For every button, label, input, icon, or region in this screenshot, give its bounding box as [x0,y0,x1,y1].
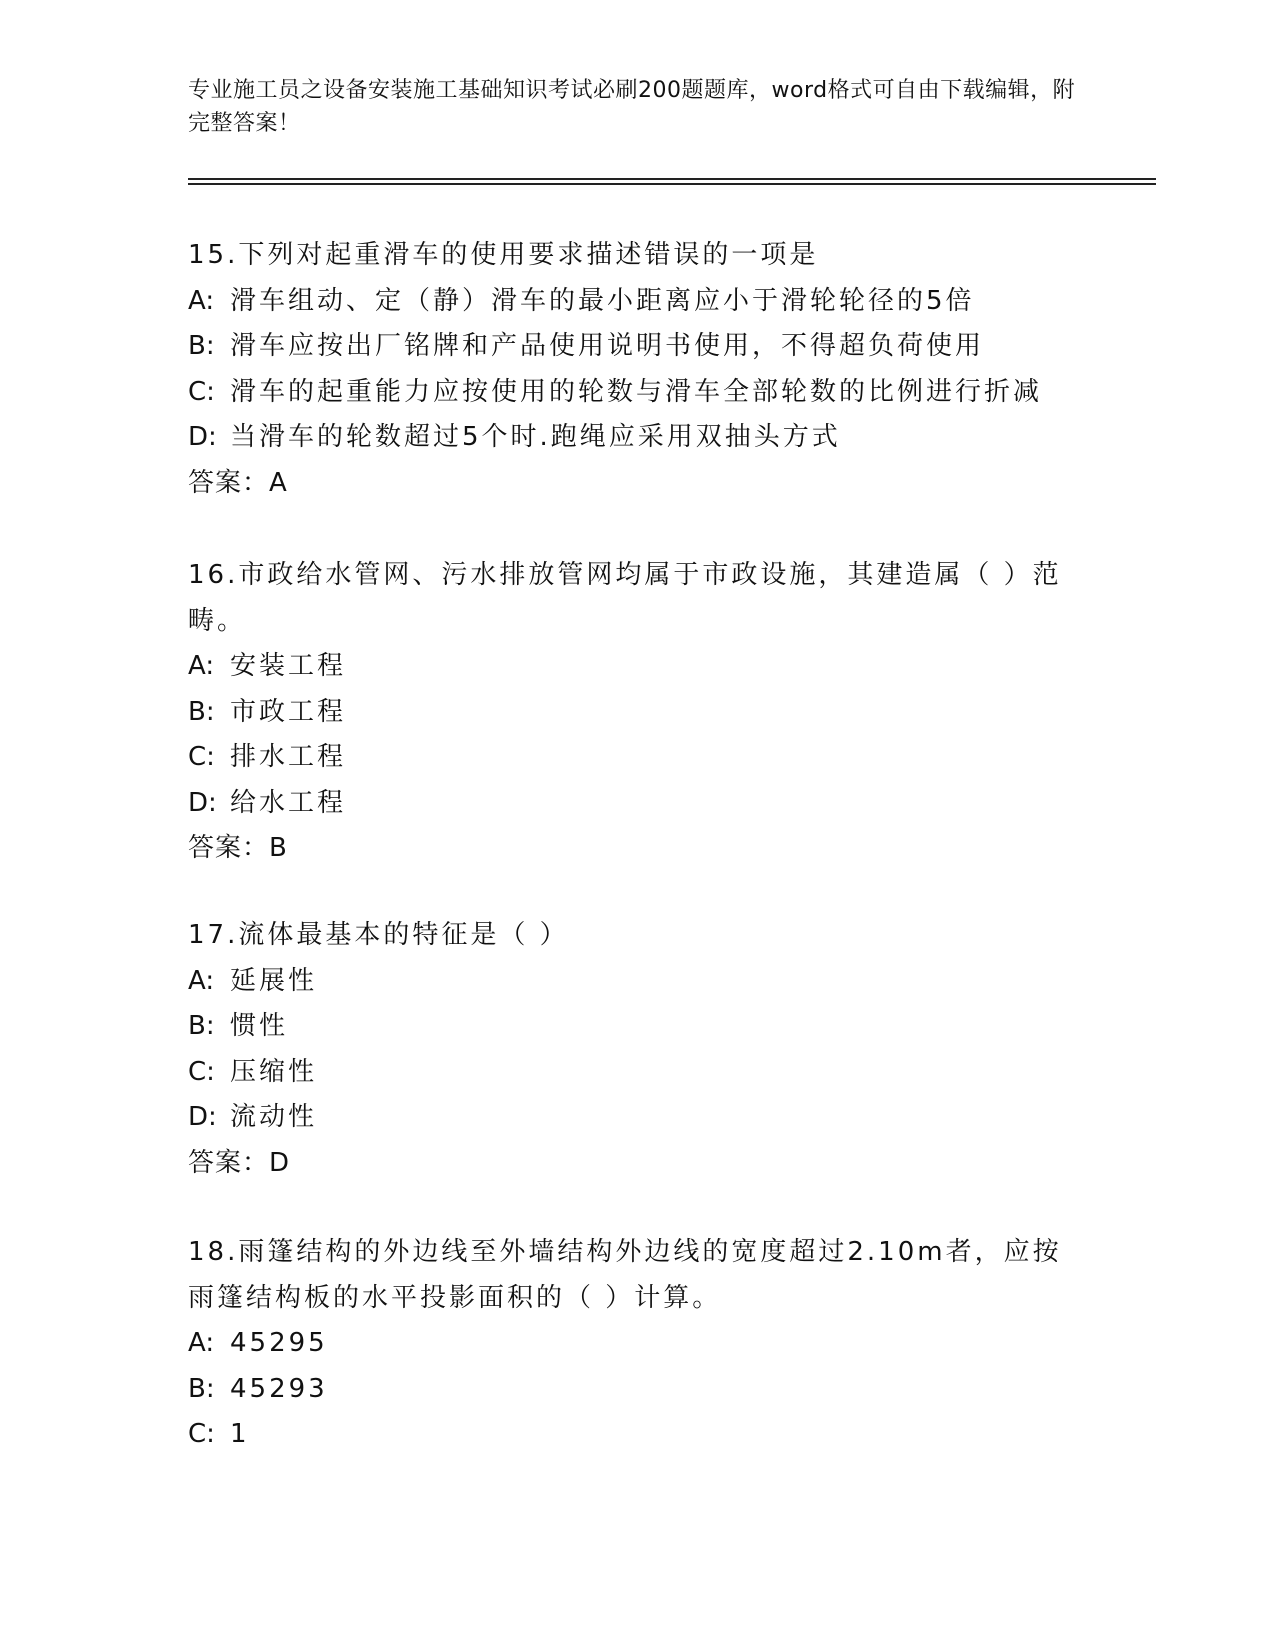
option-key: B: [188,696,215,727]
option-key: D: [188,787,217,818]
option-key: B: [188,1011,215,1041]
option-key: B: [188,331,215,361]
question-stem: 17.流体最基本的特征是（ ） [188,920,569,950]
option-text: 延展性 [230,965,318,996]
option-text: 惯性 [230,1011,289,1041]
option-text: 市政工程 [230,696,347,727]
option-d [188,1095,1088,1141]
header-divider-top [188,178,1156,180]
option-text: 滑车组动、定（静）滑车的最小距离应小于滑轮轮径的5倍 [230,285,975,316]
option-b [188,1367,1088,1413]
option-text: 排水工程 [230,742,347,772]
option-key: D: [188,1102,217,1132]
option-key: C: [188,1419,215,1449]
document-header: 专业施工员之设备安装施工基础知识考试必刷200题题库，word格式可自由下载编辑，附完整答案！ [188,78,1076,136]
question-17 [188,913,1088,1186]
option-c [188,735,1088,781]
answer-line: 答案：A [188,467,288,498]
option-a [188,644,1088,690]
option-key: A: [188,285,215,316]
option-text: 滑车应按出厂铭牌和产品使用说明书使用，不得超负荷使用 [230,331,985,361]
option-text: 流动性 [230,1102,318,1132]
option-a [188,279,1088,325]
question-15 [188,233,1088,506]
option-text: 1 [230,1419,250,1449]
option-c [188,1050,1088,1096]
option-b [188,1004,1088,1050]
option-key: C: [188,742,215,772]
answer-line: 答案：B [188,833,288,863]
option-d [188,781,1088,827]
option-c [188,1412,1088,1458]
option-text: 压缩性 [230,1056,318,1087]
option-key: D: [188,422,217,452]
option-c [188,370,1088,416]
option-text: 安装工程 [230,651,347,681]
question-18 [188,1230,1088,1458]
option-text: 45293 [230,1373,328,1404]
option-key: A: [188,651,215,681]
option-key: C: [188,376,215,407]
option-text: 45295 [230,1328,328,1358]
option-text: 给水工程 [230,787,347,818]
option-a [188,1321,1088,1367]
question-stem: 15.下列对起重滑车的使用要求描述错误的一项是 [188,240,819,270]
question-stem: 16.市政给水管网、污水排放管网均属于市政设施，其建造属（ ）范畴。 [188,560,1062,636]
option-b [188,324,1088,370]
option-text: 当滑车的轮数超过5个时.跑绳应采用双抽头方式 [230,422,841,452]
option-text: 滑车的起重能力应按使用的轮数与滑车全部轮数的比例进行折减 [230,376,1043,407]
question-stem: 18.雨篷结构的外边线至外墙结构外边线的宽度超过2.10m者，应按雨篷结构板的水平投影面积的（ ）计算。 [188,1237,1062,1313]
option-key: B: [188,1373,215,1404]
answer-line: 答案：D [188,1147,291,1178]
option-key: A: [188,1328,215,1358]
option-a [188,959,1088,1005]
option-d [188,415,1088,461]
option-b [188,690,1088,736]
header-divider-bottom [188,183,1156,185]
question-16 [188,553,1088,872]
option-key: A: [188,965,215,996]
option-key: C: [188,1056,215,1087]
